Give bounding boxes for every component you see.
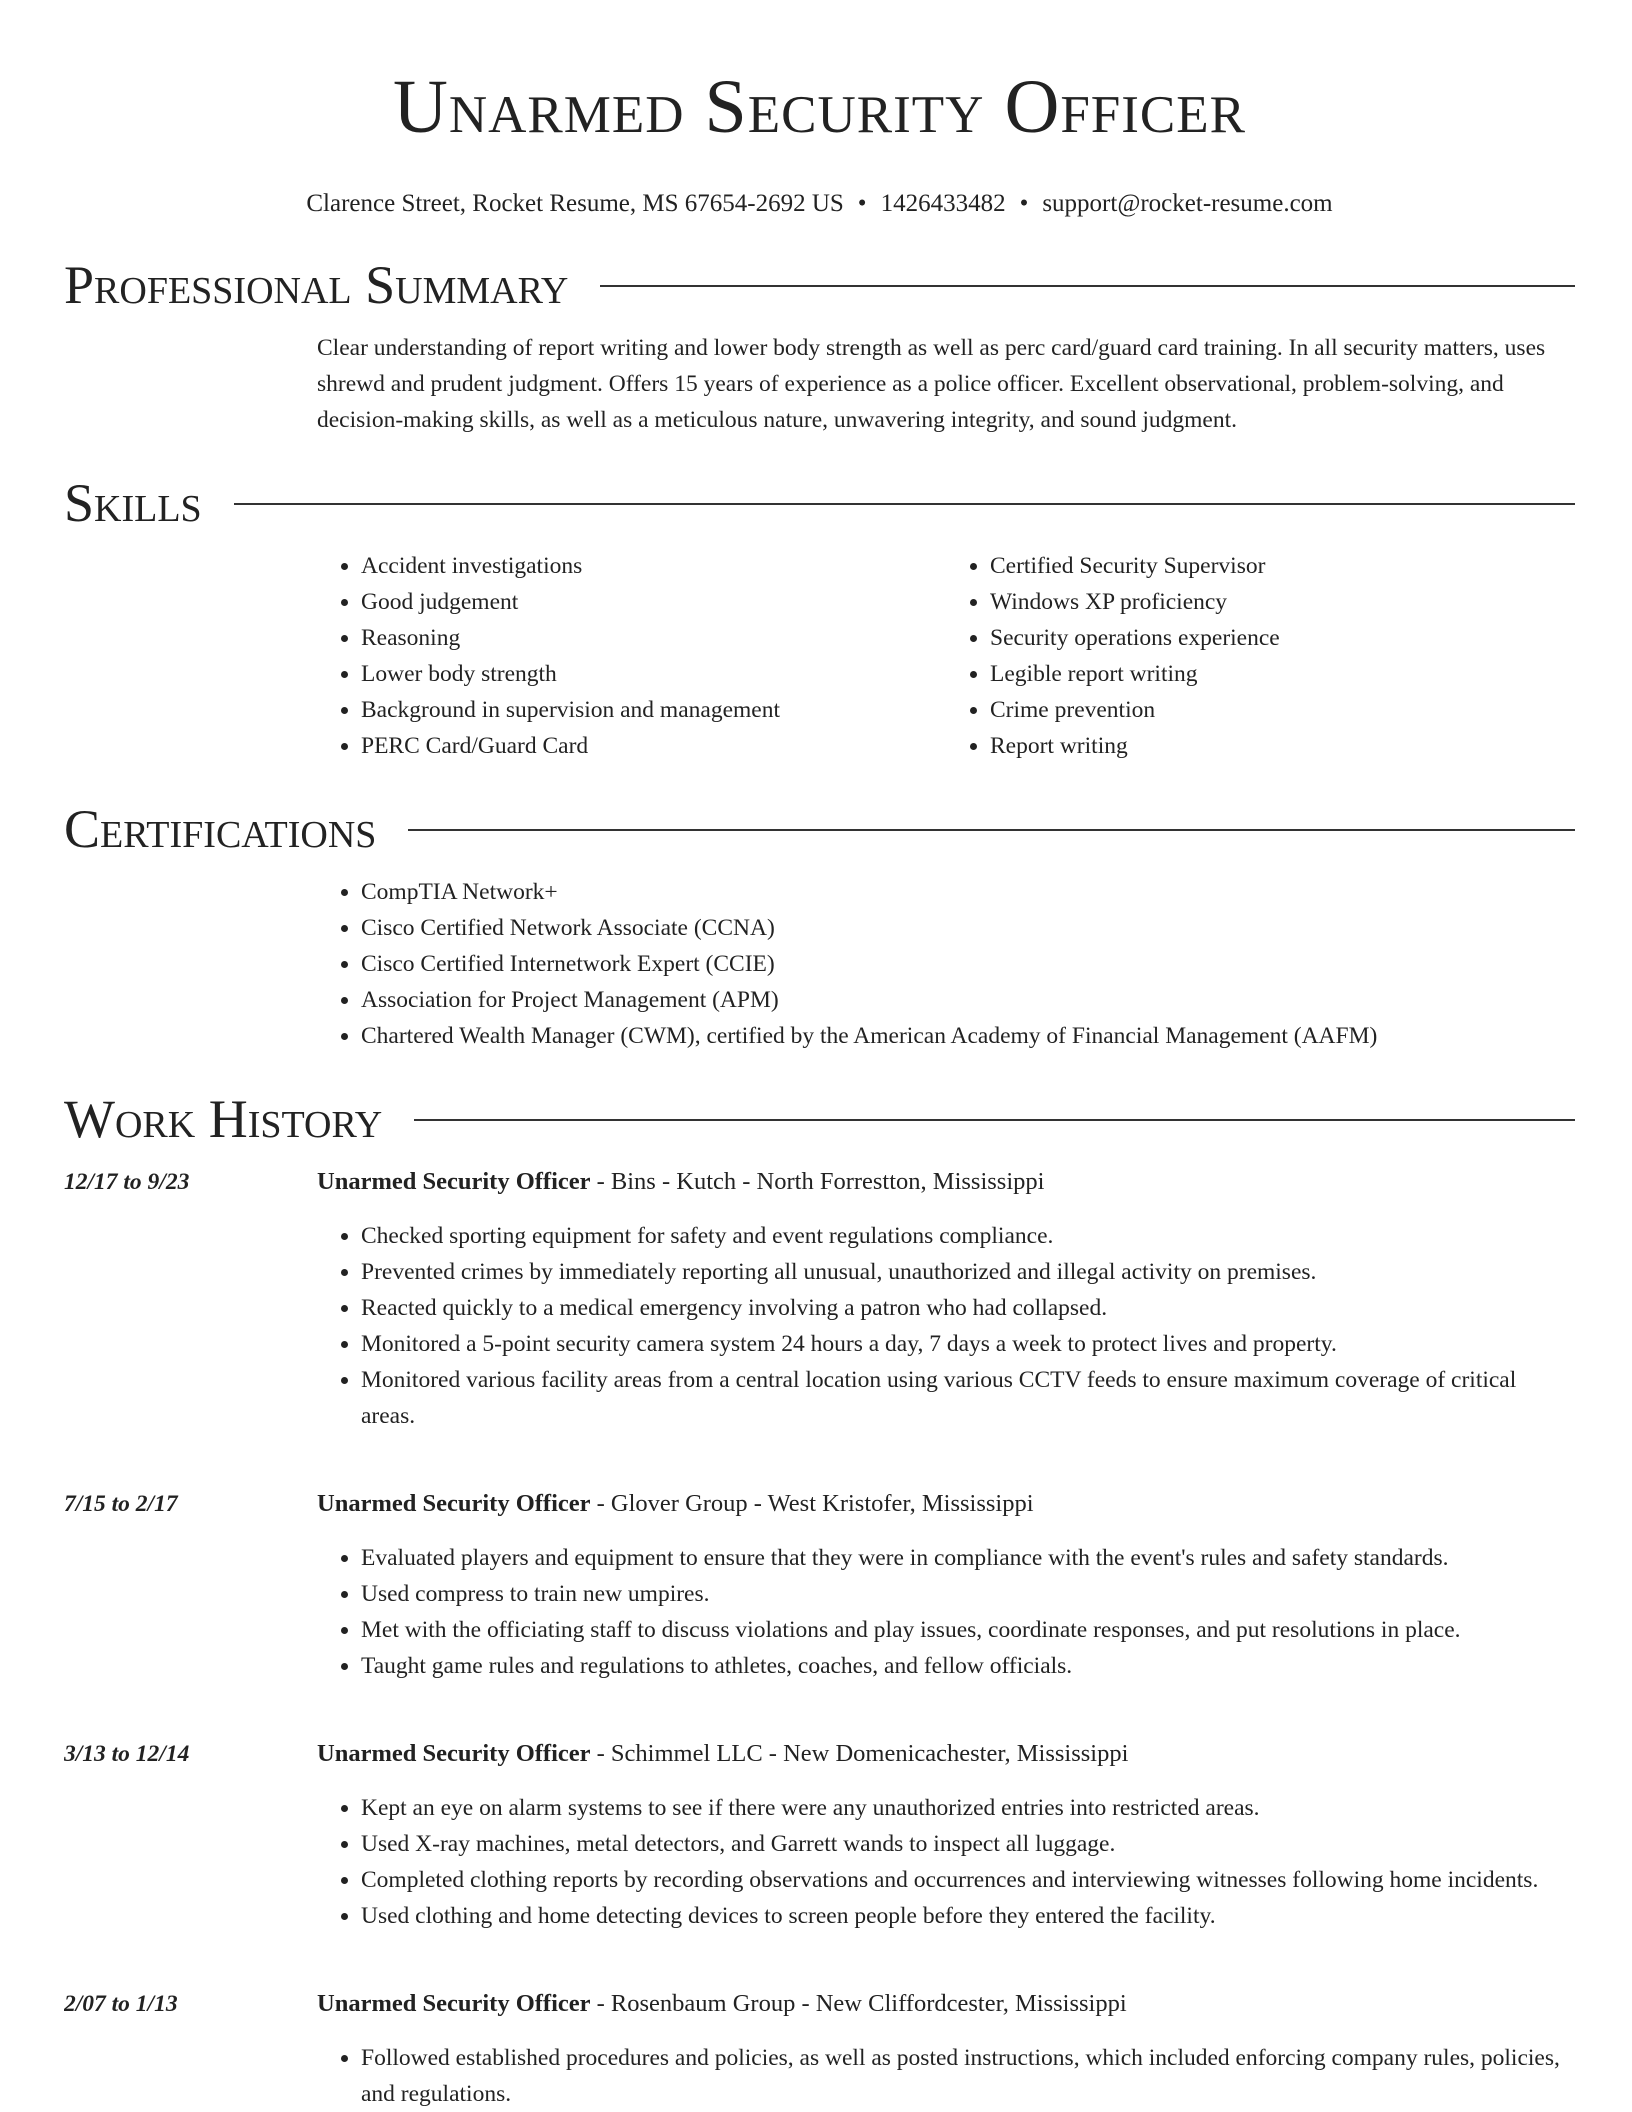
skill-item: • Reasoning	[361, 620, 946, 656]
section-divider	[414, 1119, 1575, 1121]
job-title: Unarmed Security Officer	[317, 1740, 591, 1767]
job-body	[317, 1164, 1575, 1434]
skills-column-left	[317, 548, 946, 764]
summary-section-header	[64, 252, 1575, 318]
certification-item: • Association for Project Management (APM)	[361, 982, 1575, 1018]
certification-item: • Cisco Certified Internetwork Expert (CCIE)	[361, 946, 1575, 982]
job-bullets	[317, 1790, 1575, 1934]
certifications-list	[317, 874, 1575, 1054]
job-employer: - Rosenbaum Group - New Cliffordcester, Mississippi	[590, 1990, 1127, 2017]
summary-heading: Professional Summary	[64, 255, 569, 315]
skill-item: • Good judgement	[361, 584, 946, 620]
skill-item: • Legible report writing	[990, 656, 1575, 692]
job-body	[317, 1486, 1575, 1684]
job-bullet: • Followed established procedures and policies, as well as posted instructions, which included enforcing company rules, policies, and regulations.	[361, 2040, 1575, 2112]
skill-item: • Lower body strength	[361, 656, 946, 692]
work-section-header	[64, 1086, 1575, 1152]
job-bullet: • Used compress to train new umpires.	[361, 1576, 1575, 1612]
job-title: Unarmed Security Officer	[317, 1990, 591, 2017]
job-bullets	[317, 1540, 1575, 1684]
job-entry	[64, 1736, 1575, 1934]
job-body	[317, 1736, 1575, 1934]
job-bullet: • Monitored a 5-point security camera system 24 hours a day, 7 days a week to protect lives and property.	[361, 1326, 1575, 1362]
contact-separator: •	[1019, 190, 1029, 217]
skill-item: • Report writing	[990, 728, 1575, 764]
job-bullet: • Checked sporting equipment for safety and event regulations compliance.	[361, 1218, 1575, 1254]
job-bullet: • Met with the officiating staff to discuss violations and play issues, coordinate responses, and put resolutions in place.	[361, 1612, 1575, 1648]
certification-item: • Cisco Certified Network Associate (CCNA)	[361, 910, 1575, 946]
section-divider	[408, 829, 1575, 831]
job-dates: 3/13 to 12/14	[64, 1741, 190, 1767]
skills-list	[317, 548, 1575, 764]
candidate-name: Unarmed Security Officer	[392, 65, 1247, 149]
job-title: Unarmed Security Officer	[317, 1168, 591, 1195]
work-heading: Work History	[64, 1089, 383, 1149]
job-bullet: • Completed clothing reports by recording observations and occurrences and interviewing witnesses following home incidents.	[361, 1862, 1575, 1898]
job-title-line	[317, 1986, 1575, 2022]
job-bullets	[317, 2040, 1575, 2112]
job-bullet: • Reacted quickly to a medical emergency involving a patron who had collapsed.	[361, 1290, 1575, 1326]
job-employer: - Bins - Kutch - North Forrestton, Mississippi	[590, 1168, 1045, 1195]
work-history-list	[64, 1164, 1575, 2112]
job-bullet: • Used X-ray machines, metal detectors, and Garrett wands to inspect all luggage.	[361, 1826, 1575, 1862]
contact-separator: •	[857, 190, 867, 217]
job-employer: - Schimmel LLC - New Domenicachester, Mississippi	[590, 1740, 1129, 1767]
contact-line	[64, 188, 1575, 220]
certifications-heading: Certifications	[64, 799, 377, 859]
skill-item: • Crime prevention	[990, 692, 1575, 728]
job-title-line	[317, 1164, 1575, 1200]
skills-column-right	[946, 548, 1575, 764]
section-divider	[234, 503, 1575, 505]
job-dates: 2/07 to 1/13	[64, 1991, 178, 2017]
contact-phone: 1426433482	[880, 190, 1006, 217]
certifications-section-header	[64, 796, 1575, 862]
skills-heading: Skills	[64, 473, 202, 533]
contact-address: Clarence Street, Rocket Resume, MS 67654-2692 US	[306, 190, 844, 217]
section-divider	[600, 285, 1575, 287]
skill-item: • Accident investigations	[361, 548, 946, 584]
skills-section-header	[64, 470, 1575, 536]
job-title: Unarmed Security Officer	[317, 1490, 591, 1517]
skill-item: • Background in supervision and management	[361, 692, 946, 728]
job-bullets	[317, 1218, 1575, 1434]
job-bullet: • Kept an eye on alarm systems to see if there were any unauthorized entries into restricted areas.	[361, 1790, 1575, 1826]
skill-item: • Security operations experience	[990, 620, 1575, 656]
skill-item: • Windows XP proficiency	[990, 584, 1575, 620]
job-entry	[64, 1164, 1575, 1434]
job-body	[317, 1986, 1575, 2112]
job-bullet: • Used clothing and home detecting devices to screen people before they entered the facility.	[361, 1898, 1575, 1934]
skill-item: • PERC Card/Guard Card	[361, 728, 946, 764]
certification-item: • CompTIA Network+	[361, 874, 1575, 910]
certification-item: • Chartered Wealth Manager (CWM), certified by the American Academy of Financial Management (AAFM)	[361, 1018, 1575, 1054]
job-entry	[64, 1486, 1575, 1684]
job-dates: 12/17 to 9/23	[64, 1169, 190, 1195]
skill-item: • Certified Security Supervisor	[990, 548, 1575, 584]
job-employer: - Glover Group - West Kristofer, Mississippi	[590, 1490, 1034, 1517]
job-bullet: • Evaluated players and equipment to ensure that they were in compliance with the event's rules and safety standards.	[361, 1540, 1575, 1576]
resume-page	[64, 0, 1575, 2112]
job-title-line	[317, 1486, 1575, 1522]
job-entry	[64, 1986, 1575, 2112]
job-bullet: • Prevented crimes by immediately reporting all unusual, unauthorized and illegal activity on premises.	[361, 1254, 1575, 1290]
job-title-line	[317, 1736, 1575, 1772]
contact-email: support@rocket-resume.com	[1042, 190, 1333, 217]
summary-text: Clear understanding of report writing and lower body strength as well as perc card/guard card training. In all security matters, uses shrewd and prudent judgment. Offers 15 years of experience as a police officer. Excellent observational, problem-solving, and decision-making skills, as well as a meticulous nature, unwavering integrity, and sound judgment.	[317, 335, 1546, 433]
job-bullet: • Monitored various facility areas from a central location using various CCTV feeds to ensure maximum coverage of critical areas.	[361, 1362, 1575, 1434]
job-dates: 7/15 to 2/17	[64, 1491, 178, 1517]
job-bullet: • Taught game rules and regulations to athletes, coaches, and fellow officials.	[361, 1648, 1575, 1684]
